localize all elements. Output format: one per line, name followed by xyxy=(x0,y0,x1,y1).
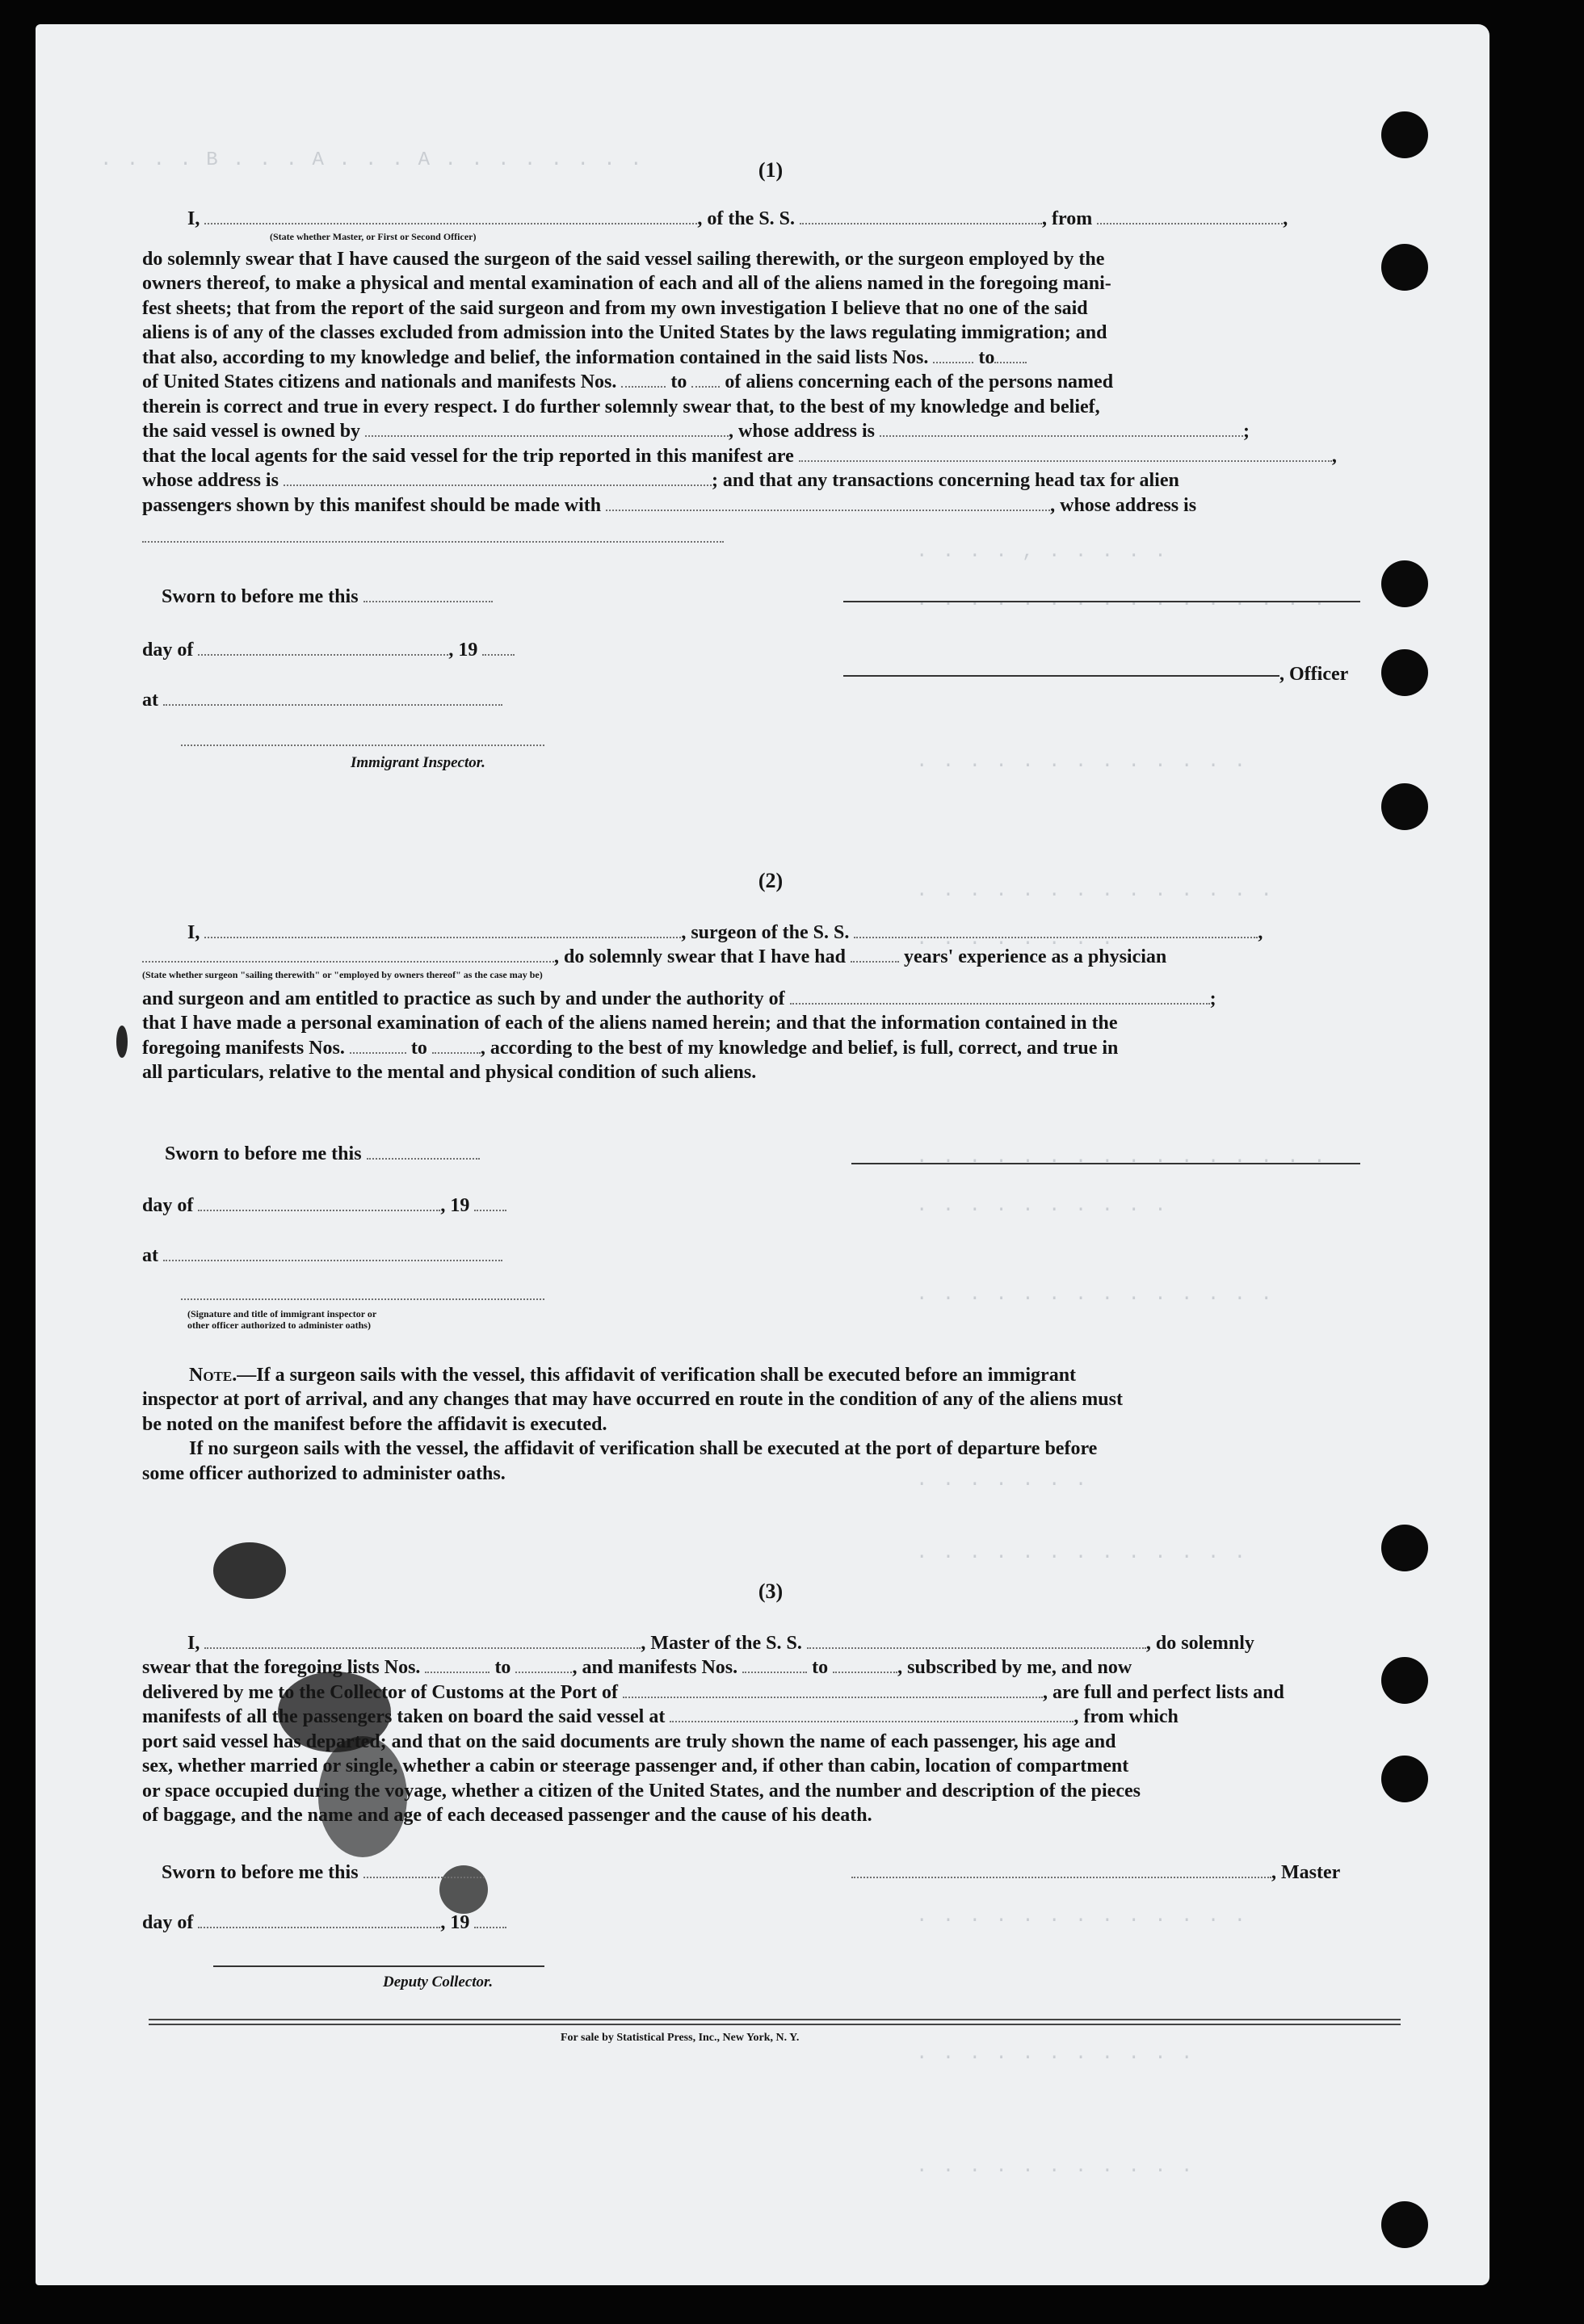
s3-master: , Master xyxy=(851,1860,1340,1885)
s1-body-6: of United States citizens and nationals and manifests Nos. to of aliens concerning each of the persons named xyxy=(142,371,1114,392)
s1-sworn: Sworn to before me this xyxy=(162,585,493,609)
s3-line-5: port said vessel has departed; and that on the said documents are truly shown the name of each passenger, his age and xyxy=(142,1731,1116,1752)
section-2-number: (2) xyxy=(758,869,784,892)
manifest-back-page: . . . . B . . . A . . . A . . . . . . . . . . . . , . . . . . . . . . . . . . . . . . . . . . . . . . . . . . . . . . . . . . . . . . . . . . . . . . . . . . . . . . . . . . . . . . . . . . . . . . . . . . . . . . . . . . . . . . . . . . . . . . . . . . . . . . . . . . . . . . . . . . . . . . . . . . . . . . . . . . . . . . . . . . . . . . . . . . . . (1) I, , of the S. S. , from , (State whether Master, or First or Second Officer) do solemnly swear that I have caused the surgeon of the said vessel sailing therewith, or the surgeon employed by the owners thereof, to make a physical and mental examination of each and all of the aliens named in the foregoing mani- fest sheets; that from the report of the said surgeon and from my own investigation I believe that no one of the said aliens is of any of the classes excluded from admission into the United States by the laws regulating immigration; and that also, according to my knowledge and belief, the information contained in the said lists Nos. to of United States citizens and nationals and manifests Nos. to of aliens concerning each of the persons named therein is correct and true in every respect. I do further solemnly swear that, to the best of my knowledge and belief, the said vessel is owned by , whose address is ; that the local agents for the said vessel for the trip reported in this manifest are , whose address is ; and that any transactions concerning head tax for alien passengers shown by this manifest should be made with , whose address is Sworn to before me this day of , 19 , Officer at Immigrant Inspector. (2) I, , surgeon of the S. S. , , do solemnly swear that I have had years' experience as a physician (State whether surgeon "sailing therewith" or "employed by owners thereof" as the case may be) and surgeon and am entitled to practice as such by and under the authority of ; that I have made a personal examination of each of the aliens named herein; and that the information contained in the foregoing manifests Nos. to , according to the best of my knowledge and belief, is full, correct, and true in all particulars, relative to the mental and physical condition of such aliens. Sworn to before me this day of , 19 at (Signature and title of immigrant inspector or other officer authorized to administer oaths) Note.—If a surgeon sails with the vessel, this affidavit of verification shall be executed before an immigrant inspector at port of arrival, and any changes that may have occurred en route in the condition of any of the aliens must be noted on the manifest before the affidavit is executed. If no surgeon sails with the vessel, the affidavit of verification shall be executed at the port of departure before some officer authorized to administer oaths. (3) I, , Master of the S. S. , do solemnly swear that the foregoing lists Nos. to , and manifests Nos. to , subscribed by me, and now delivered by me to the Collector of Customs at the Port of , are full and perfect lists and manifests of all the passengers taken on board the said vessel at , from which port said vessel has departed; and that on the said documents are truly shown the name of each passenger, his age and sex, whether married or single, whether a cabin or steerage passenger and, if other than cabin, location of compartment or space occupied during the voyage, whether a citizen of the United States, and the number and description of the pieces of baggage, and the name and age of each deceased passenger and the cause of his death. Sworn to before me this , Master day of , 19 Deputy Collector. For sale by Statistical Press, Inc., New York, N. Y. xyxy=(36,24,1489,2285)
s1-officer: , Officer xyxy=(1279,664,1349,685)
s2-at: at xyxy=(142,1244,502,1268)
s1-body-1: do solemnly swear that I have caused the surgeon of the said vessel sailing therewith, or the surgeon employed by the xyxy=(142,249,1105,270)
s3-day: day of , 19 xyxy=(142,1911,506,1935)
note-line-4: If no surgeon sails with the vessel, the affidavit of verification shall be executed at the port of departure before xyxy=(189,1438,1098,1459)
footer-rule-1 xyxy=(149,2019,1401,2020)
s2-day: day of , 19 xyxy=(142,1193,506,1218)
s1-officer-sig-line-1 xyxy=(843,601,1360,602)
s1-day: day of , 19 xyxy=(142,638,515,662)
s1-body-2: owners thereof, to make a physical and mental examination of each and all of the aliens named in the foregoing mani- xyxy=(142,273,1111,294)
sig-note-1: (Signature and title of immigrant inspector or xyxy=(187,1308,377,1319)
punch-hole xyxy=(1381,649,1428,696)
s3-line-6: sex, whether married or single, whether a cabin or steerage passenger and, if other than cabin, location of compartment xyxy=(142,1756,1129,1777)
punch-hole xyxy=(1381,244,1428,291)
s1-body-3: fest sheets; that from the report of the said surgeon and from my own investigation I believe that no one of the said xyxy=(142,298,1088,319)
punch-hole xyxy=(1381,783,1428,830)
s3-collector-line xyxy=(213,1965,544,1967)
s1-at: at xyxy=(142,688,502,712)
footer-rule-2 xyxy=(149,2024,1401,2025)
s1-body-8: the said vessel is owned by , whose address is ; xyxy=(142,421,1250,442)
note-line-1: Note.—If a surgeon sails with the vessel, this affidavit of verification shall be executed before an immigrant xyxy=(189,1365,1077,1386)
s2-line-6: all particulars, relative to the mental and physical condition of such aliens. xyxy=(142,1062,757,1083)
s1-inspector-line xyxy=(181,745,544,746)
s1-officer-sig-line-2 xyxy=(843,675,1279,677)
section-3-number: (3) xyxy=(758,1579,784,1603)
s1-body-5: that also, according to my knowledge and belief, the information contained in the said lists Nos. to xyxy=(142,346,1354,370)
s1-body-11: passengers shown by this manifest should be made with , whose address is xyxy=(142,495,1197,516)
punch-hole xyxy=(1381,2201,1428,2248)
s1-body-9: that the local agents for the said vessel for the trip reported in this manifest are , xyxy=(142,446,1337,467)
punch-hole xyxy=(1381,560,1428,607)
note-line-3: be noted on the manifest before the affidavit is executed. xyxy=(142,1414,607,1435)
s3-line-4: manifests of all the passengers taken on board the said vessel at , from which xyxy=(142,1706,1179,1727)
s2-line-5: foregoing manifests Nos. to , according to the best of my knowledge and belief, is full, correct, and true in xyxy=(142,1038,1119,1059)
punch-hole xyxy=(1381,1525,1428,1571)
s3-line-2: swear that the foregoing lists Nos. to , and manifests Nos. to , subscribed by me, and now xyxy=(142,1657,1132,1678)
s1-body-4: aliens is of any of the classes excluded from admission into the United States by the laws regulating immigration; and xyxy=(142,322,1107,343)
s2-line-1: I, , surgeon of the S. S. , xyxy=(187,922,1263,943)
s3-line-7: or space occupied during the voyage, whether a citizen of the United States, and the number and description of the pieces xyxy=(142,1781,1141,1802)
s2-inspector-line xyxy=(181,1298,544,1300)
s3-sworn: Sworn to before me this xyxy=(162,1860,485,1885)
s2-sworn: Sworn to before me this xyxy=(165,1142,480,1166)
s1-body-10: whose address is ; and that any transactions concerning head tax for alien xyxy=(142,470,1179,491)
surgeon-note: (State whether surgeon "sailing therewith" or "employed by owners thereof" as the case may be) xyxy=(142,969,543,980)
s1-line-1: I, , of the S. S. , from , xyxy=(187,208,1288,229)
s2-line-3: and surgeon and am entitled to practice as such by and under the authority of ; xyxy=(142,988,1216,1009)
deputy-collector-caption: Deputy Collector. xyxy=(383,1974,494,1991)
punch-hole xyxy=(1381,1756,1428,1802)
section-1-number: (1) xyxy=(758,158,784,182)
printer-footer: For sale by Statistical Press, Inc., New York, N. Y. xyxy=(561,2032,800,2044)
note-line-5: some officer authorized to administer oaths. xyxy=(142,1463,506,1484)
s2-line-4: that I have made a personal examination of each of the aliens named herein; and that the information contained in the xyxy=(142,1013,1118,1034)
s3-line-8: of baggage, and the name and age of each deceased passenger and the cause of his death. xyxy=(142,1805,872,1826)
punch-hole xyxy=(1381,111,1428,158)
note-line-2: inspector at port of arrival, and any changes that may have occurred en route in the condition of any of the aliens must xyxy=(142,1389,1123,1410)
master-note: (State whether Master, or First or Second Officer) xyxy=(270,231,477,242)
s2-surgeon-sig-line xyxy=(851,1163,1360,1164)
sig-note-2: other officer authorized to administer oaths) xyxy=(187,1319,371,1331)
s2-line-2: , do solemnly swear that I have had years' experience as a physician xyxy=(142,945,1166,969)
s3-line-1: I, , Master of the S. S. , do solemnly xyxy=(187,1633,1254,1654)
s1-address-line xyxy=(142,541,724,543)
s1-body-7: therein is correct and true in every respect. I do further solemnly swear that, to the best of my knowledge and belief, xyxy=(142,396,1100,417)
punch-hole xyxy=(1381,1657,1428,1704)
immigrant-inspector-caption: Immigrant Inspector. xyxy=(351,754,485,771)
s3-line-3: delivered by me to the Collector of Customs at the Port of , are full and perfect lists and xyxy=(142,1682,1284,1703)
